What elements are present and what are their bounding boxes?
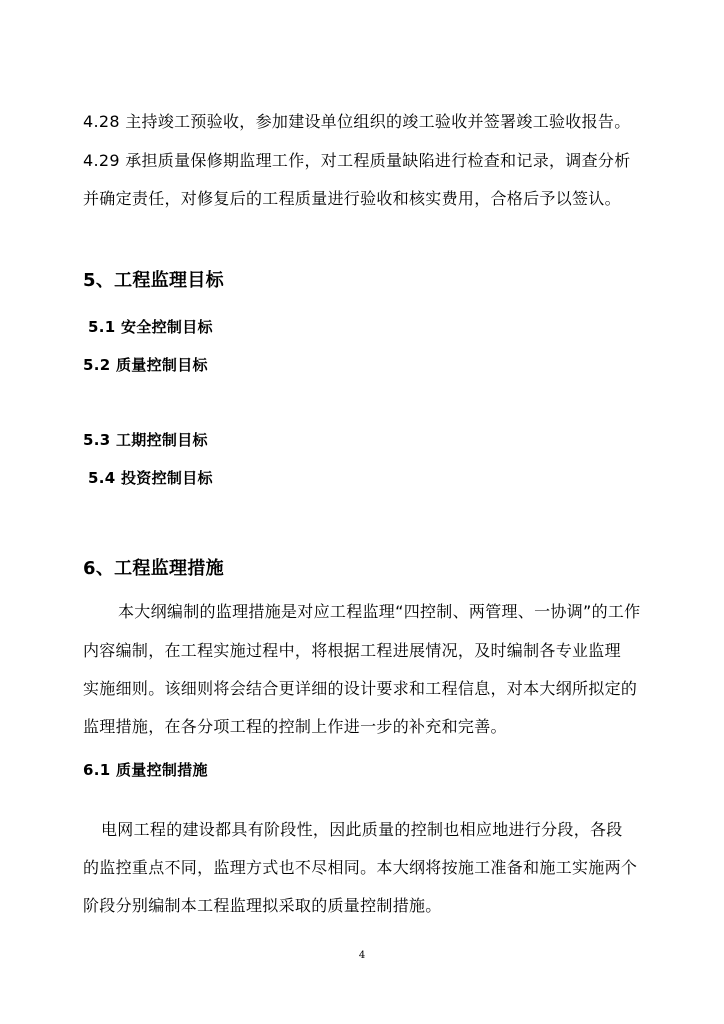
subheading-5-2: 5.2 质量控制目标 [83, 356, 208, 374]
subheading-5-4: 5.4 投资控制目标 [88, 469, 213, 487]
paragraph-4-28: 4.28 主持竣工预验收，参加建设单位组织的竣工验收并签署竣工验收报告。 [83, 112, 631, 131]
subheading-5-1: 5.1 安全控制目标 [88, 318, 213, 336]
paragraph-4-29-line-1: 4.29 承担质量保修期监理工作，对工程质量缺陷进行检查和记录，调查分析 [83, 151, 631, 170]
paragraph-6-intro-line-4: 监理措施，在各分项工程的控制上作进一步的补充和完善。 [83, 717, 507, 736]
page-number: 4 [358, 950, 366, 961]
paragraph-4-29-line-2: 并确定责任，对修复后的工程质量进行验收和核实费用，合格后予以签认。 [83, 189, 621, 208]
paragraph-6-intro-line-1: 本大纲编制的监理措施是对应工程监理“四控制、两管理、一协调”的工作 [118, 602, 641, 621]
paragraph-6-intro-line-3: 实施细则。该细则将会结合更详细的设计要求和工程信息，对本大纲所拟定的 [83, 679, 638, 698]
paragraph-6-intro-line-2: 内容编制，在工程实施过程中，将根据工程进展情况，及时编制各专业监理 [83, 641, 621, 660]
paragraph-6-1-line-2: 的监控重点不同，监理方式也不尽相同。本大纲将按施工准备和施工实施两个 [83, 858, 638, 877]
section-6-heading: 6、工程监理措施 [83, 558, 224, 579]
subheading-6-1: 6.1 质量控制措施 [83, 761, 208, 779]
subheading-5-3: 5.3 工期控制目标 [83, 431, 208, 449]
section-5-heading: 5、工程监理目标 [83, 270, 224, 291]
paragraph-6-1-line-3: 阶段分别编制本工程监理拟采取的质量控制措施。 [83, 896, 442, 915]
paragraph-6-1-line-1: 电网工程的建设都具有阶段性，因此质量的控制也相应地进行分段，各段 [101, 820, 623, 839]
